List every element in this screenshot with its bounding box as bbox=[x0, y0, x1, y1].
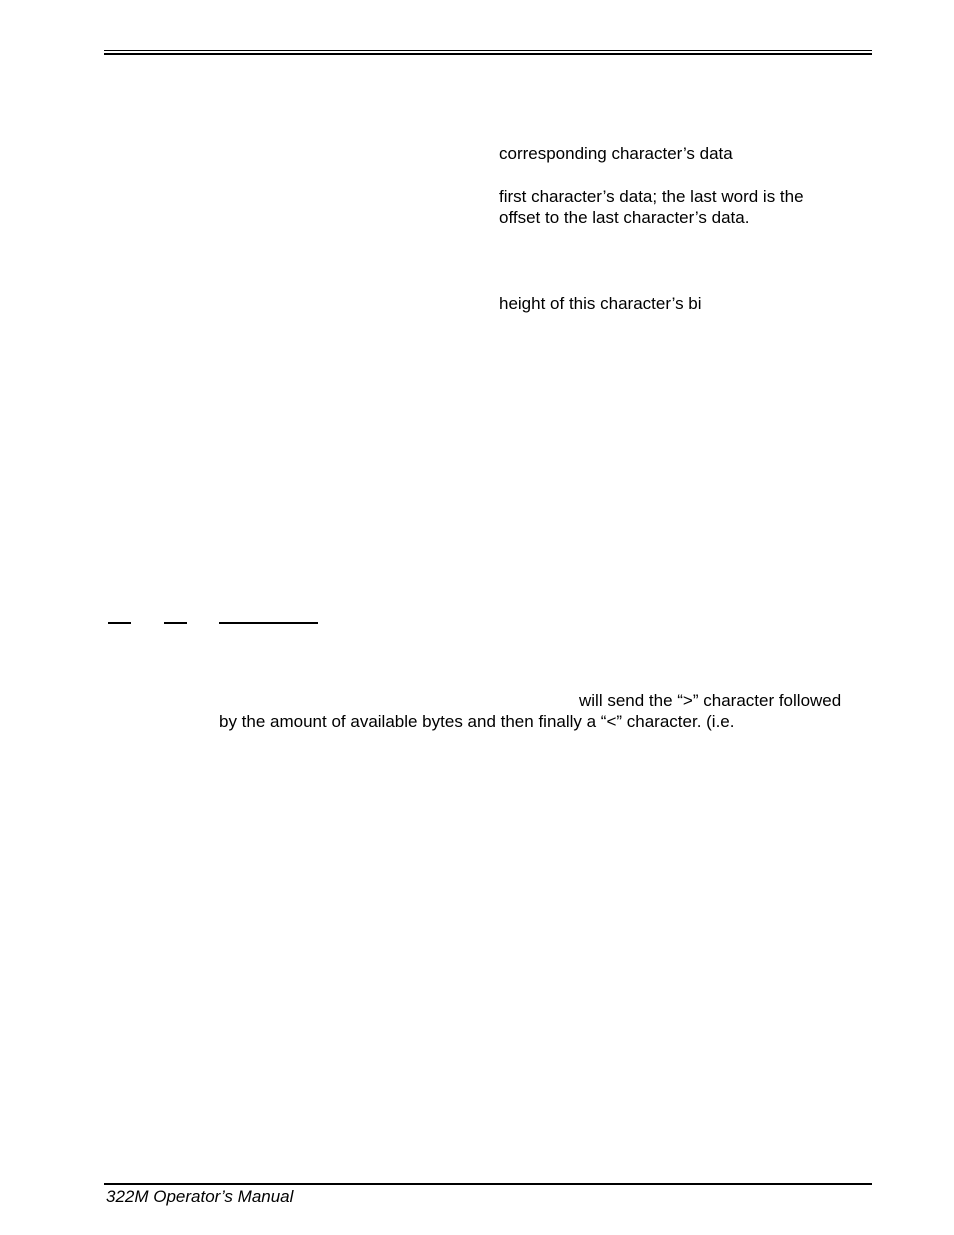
table-header-underline bbox=[219, 622, 318, 624]
header-rule-thin bbox=[104, 50, 872, 51]
footer-manual-title: 322M Operator’s Manual bbox=[106, 1187, 294, 1206]
body-text-line: first character’s data; the last word is the bbox=[499, 187, 804, 206]
footer-rule bbox=[104, 1183, 872, 1185]
body-text-line: height of this character’s bi bbox=[499, 294, 702, 313]
body-text-line: corresponding character’s data bbox=[499, 144, 733, 163]
body-text-line: offset to the last character’s data. bbox=[499, 208, 750, 227]
table-header-underline bbox=[164, 622, 187, 624]
body-text-line: will send the “>” character followed bbox=[579, 691, 842, 710]
table-header-underline bbox=[108, 622, 131, 624]
header-rule-thick bbox=[104, 53, 872, 55]
body-text-line: by the amount of available bytes and then finally a “<” character. (i.e. bbox=[219, 712, 735, 731]
